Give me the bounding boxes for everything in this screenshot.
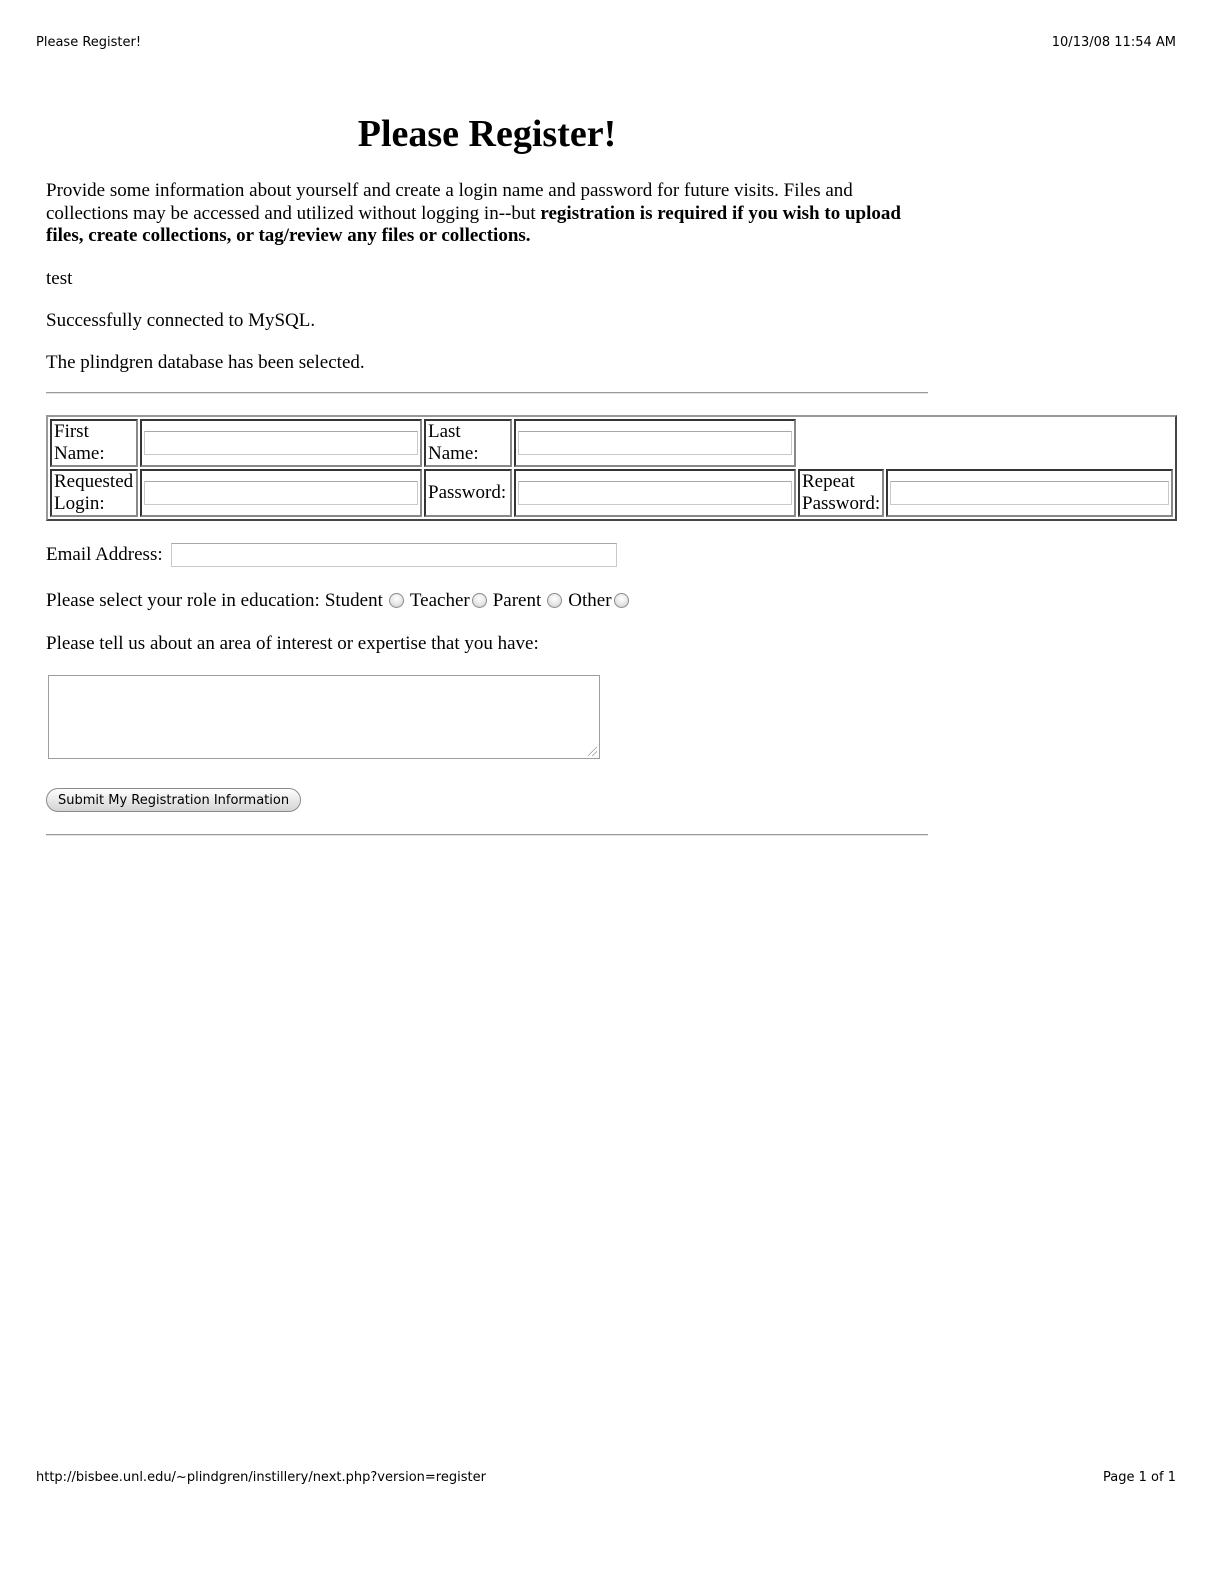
role-prompt: Please select your role in education: <box>46 589 320 611</box>
print-header-datetime: 10/13/08 11:54 AM <box>1051 35 1176 50</box>
registration-table <box>46 415 1177 521</box>
divider-top <box>46 392 928 394</box>
role-radio-teacher[interactable] <box>472 593 487 608</box>
requested-login-label: Requested Login: <box>50 469 138 517</box>
role-label-teacher: Teacher <box>409 589 470 611</box>
intro-text: Provide some information about yourself and create a login name and password for future visits. Files and collections may be accessed and utilized without logging in--but <box>46 180 853 224</box>
role-label-parent: Parent <box>492 589 542 611</box>
submit-button[interactable]: Submit My Registration Information <box>46 788 301 812</box>
page-title: Please Register! <box>357 113 617 155</box>
repeat-password-cell <box>886 469 1173 517</box>
print-footer-url: http://bisbee.unl.edu/~plindgren/instillery/next.php?version=register <box>36 1470 486 1485</box>
repeat-password-label: Repeat Password: <box>798 469 884 517</box>
role-row <box>46 589 1178 613</box>
divider-bottom <box>46 834 928 836</box>
role-radio-student[interactable] <box>389 593 404 608</box>
requested-login-field[interactable] <box>144 481 418 505</box>
requested-login-cell <box>140 469 422 517</box>
status-line-test: test <box>46 267 73 289</box>
resize-grip-icon[interactable] <box>588 747 597 756</box>
page-content <box>46 108 1178 836</box>
last-name-cell <box>514 419 796 467</box>
password-cell <box>514 469 796 517</box>
table-row <box>50 419 1173 467</box>
password-field[interactable] <box>518 481 792 505</box>
intro-paragraph <box>46 180 926 248</box>
email-row <box>46 543 1178 567</box>
status-line-mysql: Successfully connected to MySQL. <box>46 309 316 331</box>
print-footer-page: Page 1 of 1 <box>1103 1470 1176 1485</box>
email-label: Email Address: <box>46 543 163 565</box>
last-name-field[interactable] <box>518 431 792 455</box>
last-name-label: Last Name: <box>424 419 512 467</box>
status-line-database: The plindgren database has been selected. <box>46 351 365 373</box>
first-name-cell <box>140 419 422 467</box>
intro-bold-text: registration is required if you wish to upload files, create collections, or tag/review any files or collections. <box>46 202 901 246</box>
role-label-student: Student <box>324 589 383 611</box>
empty-cell <box>798 419 1173 467</box>
print-header-title: Please Register! <box>36 35 142 50</box>
table-row <box>50 469 1173 517</box>
role-radio-other[interactable] <box>614 593 629 608</box>
first-name-label: First Name: <box>50 419 138 467</box>
password-label: Password: <box>424 469 512 517</box>
role-label-other: Other <box>568 589 612 611</box>
role-radio-parent[interactable] <box>547 593 562 608</box>
repeat-password-field[interactable] <box>890 481 1169 505</box>
interest-textarea[interactable] <box>48 675 600 759</box>
first-name-field[interactable] <box>144 431 418 455</box>
interest-prompt: Please tell us about an area of interest or expertise that you have: <box>46 632 539 654</box>
email-field[interactable] <box>171 543 617 567</box>
